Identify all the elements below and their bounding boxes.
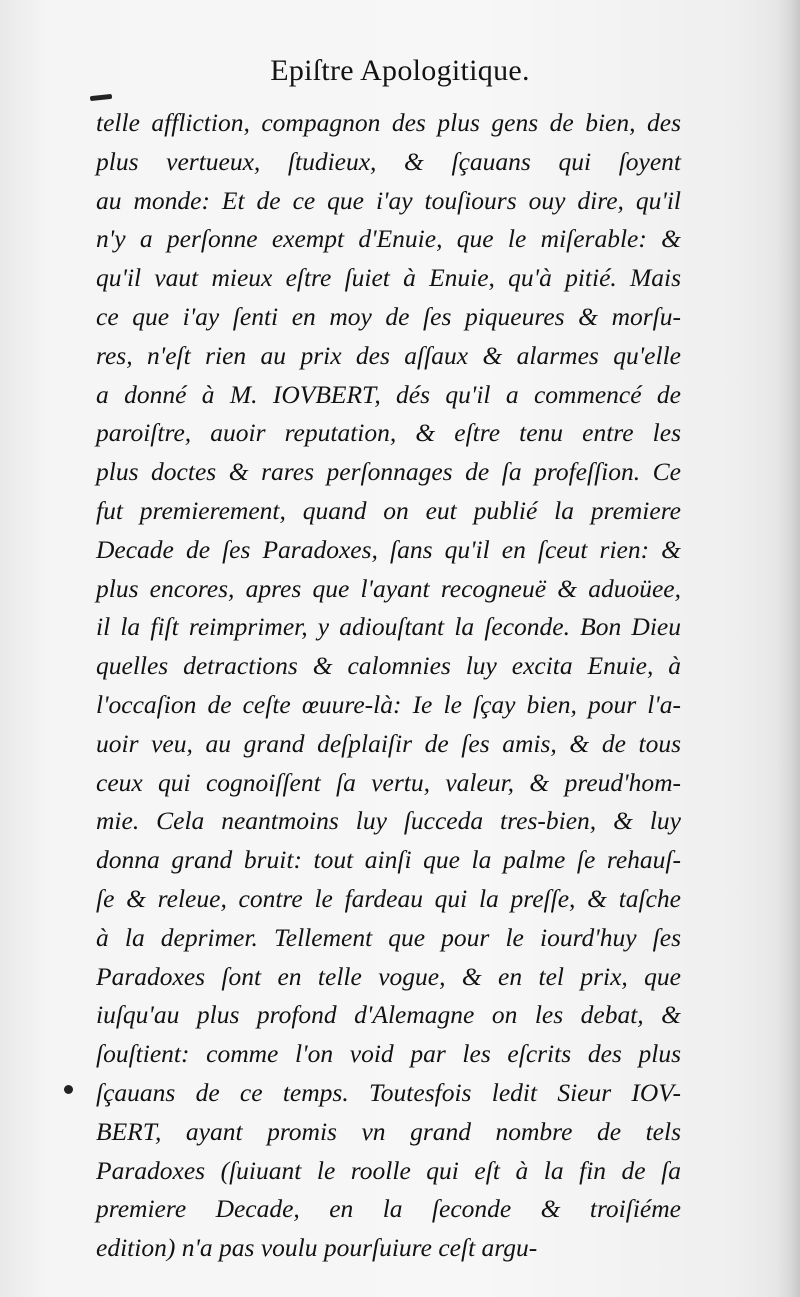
text-line: Paradoxes (ſuiuant le roolle qui eſt à la fin de ſa — [96, 1155, 681, 1185]
text-line: plus encores, apres que l'ayant recogneuë & aduoüee, — [96, 573, 681, 603]
text-line: telle affliction, compagnon des plus gens de bien, des — [96, 108, 681, 137]
text-line: ſe & releue, contre le fardeau qui la preſſe, & taſche — [96, 883, 681, 913]
text-line: n'y a perſonne exempt d'Enuie, que le miſerable: & — [96, 224, 681, 254]
text-line: res, n'eſt rien au prix des aſſaux & alarmes qu'elle — [96, 340, 681, 370]
page-edge-shadow — [776, 0, 800, 1297]
text-line: edition) n'a pas voulu pourſuiure ceſt argu- — [96, 1233, 538, 1263]
text-line: mie. Cela neantmoins luy ſucceda tres-bien, & luy — [96, 806, 681, 836]
text-line: uoir veu, au grand deſplaiſir de ſes amis, & de tous — [96, 728, 681, 758]
text-line: au monde: Et de ce que i'ay touſiours ouy dire, qu'il — [96, 185, 681, 215]
text-line: plus doctes & rares perſonnages de ſa profeſſion. Ce — [96, 457, 681, 487]
text-line: l'occaſion de ceſte œuure-là: Ie le ſçay bien, pour l'a- — [96, 689, 681, 719]
text-line: ſçauans de ce temps. Toutesfois ledit Sieur IOV- — [96, 1077, 681, 1107]
text-line: ſouſtient: comme l'on void par les eſcrits des plus — [96, 1039, 681, 1069]
text-line: paroiſtre, auoir reputation, & eſtre tenu entre les — [96, 418, 681, 448]
text-line: il la fiſt reimprimer, y adiouſtant la ſeconde. Bon Dieu — [96, 612, 681, 642]
text-line: Paradoxes ſont en telle vogue, & en tel prix, que — [96, 961, 681, 991]
text-line: donna grand bruit: tout ainſi que la palme ſe rehauſ- — [96, 845, 681, 875]
text-line: BERT, ayant promis vn grand nombre de tels — [96, 1116, 681, 1146]
text-line: fut premierement, quand on eut publié la premiere — [96, 495, 681, 525]
body-text — [96, 104, 681, 1268]
text-line: ce que i'ay ſenti en moy de ſes piqueures & morſu- — [96, 301, 681, 331]
text-line: a donné à M. IOVBERT, dés qu'il a commencé de — [96, 379, 681, 409]
text-line: ceux qui cognoiſſent ſa vertu, valeur, & preud'hom- — [96, 767, 681, 797]
text-line: à la deprimer. Tellement que pour le iourd'huy ſes — [96, 922, 681, 952]
text-line: plus vertueux, ſtudieux, & ſçauans qui ſoyent — [96, 146, 681, 176]
ink-mark — [90, 94, 112, 101]
text-line: quelles detractions & calomnies luy excita Enuie, à — [96, 651, 681, 681]
text-line: iuſqu'au plus profond d'Alemagne on les debat, & — [96, 1000, 681, 1030]
text-line: qu'il vaut mieux eſtre ſuiet à Enuie, qu'à pitié. Mais — [96, 263, 681, 293]
running-head: Epiſtre Apologitique. — [270, 54, 530, 87]
text-line: premiere Decade, en la ſeconde & troiſiéme — [96, 1194, 681, 1224]
ink-dot — [64, 1085, 73, 1094]
text-line: Decade de ſes Paradoxes, ſans qu'il en ſceut rien: & — [96, 534, 681, 564]
